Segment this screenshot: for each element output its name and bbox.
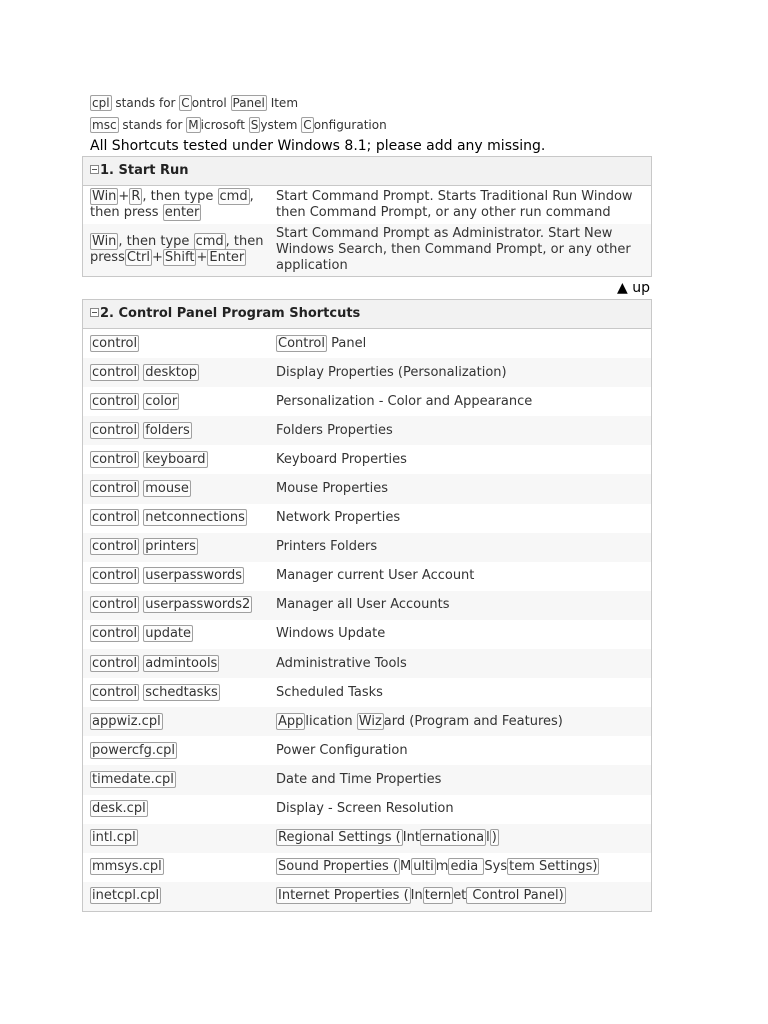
command-token: userpasswords2 bbox=[145, 597, 251, 613]
command-token: color bbox=[145, 393, 178, 409]
command-token: control bbox=[92, 539, 138, 555]
key: Ctrl bbox=[126, 250, 150, 265]
text-segment: Display - Screen Resolution bbox=[276, 801, 454, 817]
key-abbr: C bbox=[303, 118, 312, 132]
table-row bbox=[83, 358, 651, 387]
key: Enter bbox=[209, 250, 245, 265]
table-row bbox=[83, 474, 651, 503]
table-row bbox=[83, 853, 651, 882]
description-cell bbox=[269, 591, 651, 620]
command-cell bbox=[83, 882, 269, 911]
text-segment: Network Properties bbox=[276, 510, 401, 526]
text-segment: Sys bbox=[484, 859, 508, 875]
shortcut-cell: Win , then type cmd , then press Ctrl + Shift + Enter bbox=[83, 224, 269, 276]
table-row bbox=[83, 824, 651, 853]
description-cell bbox=[269, 533, 651, 562]
table-row bbox=[83, 591, 651, 620]
control-panel-table bbox=[83, 329, 651, 911]
description-cell bbox=[269, 416, 651, 445]
command-token: control bbox=[92, 393, 138, 409]
control-panel-rows bbox=[83, 329, 651, 911]
command-cell bbox=[83, 445, 269, 474]
description-cell bbox=[269, 765, 651, 794]
command-cell bbox=[83, 591, 269, 620]
table-row bbox=[83, 736, 651, 765]
table-row bbox=[83, 186, 651, 224]
up-link-row bbox=[90, 277, 650, 299]
command-token: keyboard bbox=[145, 451, 206, 467]
cpl-note: cpl stands for C ontrol Panel Item bbox=[92, 96, 299, 110]
command-cell bbox=[83, 853, 269, 882]
description-cell bbox=[269, 795, 651, 824]
collapse-icon[interactable] bbox=[90, 165, 99, 174]
key: R bbox=[131, 189, 141, 204]
command-token: App bbox=[278, 713, 304, 729]
command-token: Wiz bbox=[358, 713, 382, 729]
command-token: ulti bbox=[413, 859, 434, 875]
command-token: Sound Properties ( bbox=[278, 859, 398, 875]
description-cell bbox=[269, 474, 651, 503]
command-cell bbox=[83, 387, 269, 416]
key-abbr: S bbox=[250, 118, 259, 132]
command-token: ernationa bbox=[421, 830, 485, 846]
text-segment: Windows Update bbox=[276, 626, 386, 642]
text-segment: Personalization - Color and Appearance bbox=[276, 393, 533, 409]
command-token: control bbox=[92, 655, 138, 671]
command-token: control bbox=[92, 597, 138, 613]
text-segment: lication bbox=[305, 713, 357, 729]
text-segment: Printers Folders bbox=[276, 539, 378, 555]
command-token: Internet Properties ( bbox=[278, 888, 409, 904]
command-token: userpasswords bbox=[145, 568, 243, 584]
text-segment: Int bbox=[402, 830, 420, 846]
description-cell bbox=[269, 678, 651, 707]
key-abbr: C bbox=[181, 96, 190, 110]
key: cmd bbox=[219, 189, 248, 204]
description-cell: Start Command Prompt as Administrator. Start New Windows Search, then Command Prompt, or any other application bbox=[269, 224, 651, 276]
description-cell bbox=[269, 707, 651, 736]
command-token: control bbox=[92, 364, 138, 380]
text-segment: Date and Time Properties bbox=[276, 771, 442, 787]
table-row bbox=[83, 795, 651, 824]
command-cell bbox=[83, 678, 269, 707]
key-abbr: cpl bbox=[92, 96, 110, 110]
command-token: control bbox=[92, 481, 138, 497]
command-token: desktop bbox=[145, 364, 198, 380]
command-token: control bbox=[92, 335, 138, 351]
msc-note: msc stands for M icrosoft S ystem C onfiguration bbox=[92, 118, 387, 132]
table-row bbox=[83, 620, 651, 649]
command-cell bbox=[83, 736, 269, 765]
description-cell bbox=[269, 620, 651, 649]
description-cell bbox=[269, 504, 651, 533]
command-cell bbox=[83, 824, 269, 853]
command-token: timedate.cpl bbox=[92, 771, 174, 787]
text-segment: M bbox=[399, 859, 412, 875]
key: Win bbox=[92, 189, 117, 204]
text-segment: Manager all User Accounts bbox=[276, 597, 450, 613]
description-cell bbox=[269, 824, 651, 853]
description-cell bbox=[269, 736, 651, 765]
description-cell bbox=[269, 853, 651, 882]
command-cell bbox=[83, 620, 269, 649]
intro-text: All Shortcuts tested under Windows 8.1; please add any missing. bbox=[90, 138, 546, 154]
command-cell bbox=[83, 474, 269, 503]
text-segment: Administrative Tools bbox=[276, 655, 407, 671]
key: enter bbox=[164, 205, 200, 220]
command-cell bbox=[83, 358, 269, 387]
command-token: control bbox=[92, 510, 138, 526]
text-segment: Mouse Properties bbox=[276, 481, 389, 497]
text-segment: Power Configuration bbox=[276, 742, 408, 758]
text-segment: Panel bbox=[327, 335, 367, 351]
command-token: mmsys.cpl bbox=[92, 859, 162, 875]
text-segment: Scheduled Tasks bbox=[276, 684, 383, 700]
text-segment: Folders Properties bbox=[276, 422, 393, 438]
key-abbr: msc bbox=[92, 118, 117, 132]
command-token: intl.cpl bbox=[92, 830, 136, 846]
shortcut-cell: Win + R , then type cmd , then press enter bbox=[90, 189, 254, 220]
section-header bbox=[83, 300, 651, 329]
command-token: schedtasks bbox=[145, 684, 218, 700]
section-title: 1. Start Run bbox=[100, 163, 189, 178]
key: Shift bbox=[164, 250, 195, 265]
command-cell bbox=[83, 765, 269, 794]
command-token: netconnections bbox=[145, 510, 245, 526]
section-title: 2. Control Panel Program Shortcuts bbox=[100, 306, 361, 321]
command-token: Control Panel) bbox=[468, 888, 564, 904]
command-token: Regional Settings ( bbox=[278, 830, 401, 846]
description-cell bbox=[269, 649, 651, 678]
text-segment: ard (Program and Features) bbox=[383, 713, 563, 729]
section-header bbox=[83, 157, 651, 186]
text-segment: et bbox=[453, 888, 467, 904]
command-token: Control bbox=[278, 335, 325, 351]
command-token: tem Settings) bbox=[509, 859, 598, 875]
description-cell bbox=[269, 445, 651, 474]
text-segment: Display Properties (Personalization) bbox=[276, 364, 507, 380]
command-cell bbox=[83, 329, 269, 358]
table-row bbox=[83, 387, 651, 416]
table-row bbox=[83, 562, 651, 591]
command-token: ) bbox=[491, 830, 497, 846]
up-link[interactable]: ▲ up bbox=[617, 280, 650, 296]
control-panel-section bbox=[82, 299, 652, 912]
key-abbr: Panel bbox=[232, 96, 265, 110]
start-run-table bbox=[83, 186, 651, 276]
key: cmd bbox=[195, 234, 224, 249]
text-segment: Keyboard Properties bbox=[276, 451, 407, 467]
start-run-section bbox=[82, 156, 652, 277]
table-row bbox=[83, 649, 651, 678]
table-row bbox=[83, 882, 651, 911]
table-row bbox=[83, 533, 651, 562]
description-cell: Start Command Prompt. Starts Traditional Run Window then Command Prompt, or any other run command bbox=[276, 189, 633, 220]
command-cell bbox=[83, 707, 269, 736]
command-cell bbox=[83, 795, 269, 824]
command-cell bbox=[83, 649, 269, 678]
text-segment: l bbox=[486, 830, 490, 846]
table-row bbox=[83, 707, 651, 736]
command-token: appwiz.cpl bbox=[92, 713, 161, 729]
command-token: control bbox=[92, 684, 138, 700]
key-abbr: M bbox=[188, 118, 199, 132]
command-token: folders bbox=[145, 422, 190, 438]
description-cell bbox=[269, 562, 651, 591]
command-token: mouse bbox=[145, 481, 189, 497]
command-token: edia bbox=[450, 859, 483, 875]
command-cell bbox=[83, 562, 269, 591]
table-row bbox=[83, 504, 651, 533]
text-segment: m bbox=[435, 859, 449, 875]
description-cell bbox=[269, 358, 651, 387]
command-token: tern bbox=[424, 888, 452, 904]
command-cell bbox=[83, 416, 269, 445]
key: Win bbox=[92, 234, 117, 249]
table-row bbox=[83, 678, 651, 707]
command-token: control bbox=[92, 451, 138, 467]
description-cell bbox=[269, 387, 651, 416]
text-segment: In bbox=[410, 888, 423, 904]
table-row bbox=[83, 329, 651, 358]
table-row bbox=[83, 765, 651, 794]
page-content bbox=[90, 95, 650, 912]
command-token: control bbox=[92, 422, 138, 438]
description-cell bbox=[269, 882, 651, 911]
command-cell bbox=[83, 504, 269, 533]
text-segment: Manager current User Account bbox=[276, 568, 475, 584]
command-token: powercfg.cpl bbox=[92, 742, 176, 758]
command-token: update bbox=[145, 626, 192, 642]
table-row bbox=[83, 416, 651, 445]
command-token: inetcpl.cpl bbox=[92, 888, 160, 904]
command-token: admintools bbox=[145, 655, 218, 671]
command-token: control bbox=[92, 568, 138, 584]
collapse-icon[interactable] bbox=[90, 308, 99, 317]
description-cell bbox=[269, 329, 651, 358]
table-row bbox=[83, 445, 651, 474]
command-token: printers bbox=[145, 539, 196, 555]
command-cell bbox=[83, 533, 269, 562]
table-row bbox=[83, 224, 651, 276]
command-token: desk.cpl bbox=[92, 801, 146, 817]
command-token: control bbox=[92, 626, 138, 642]
